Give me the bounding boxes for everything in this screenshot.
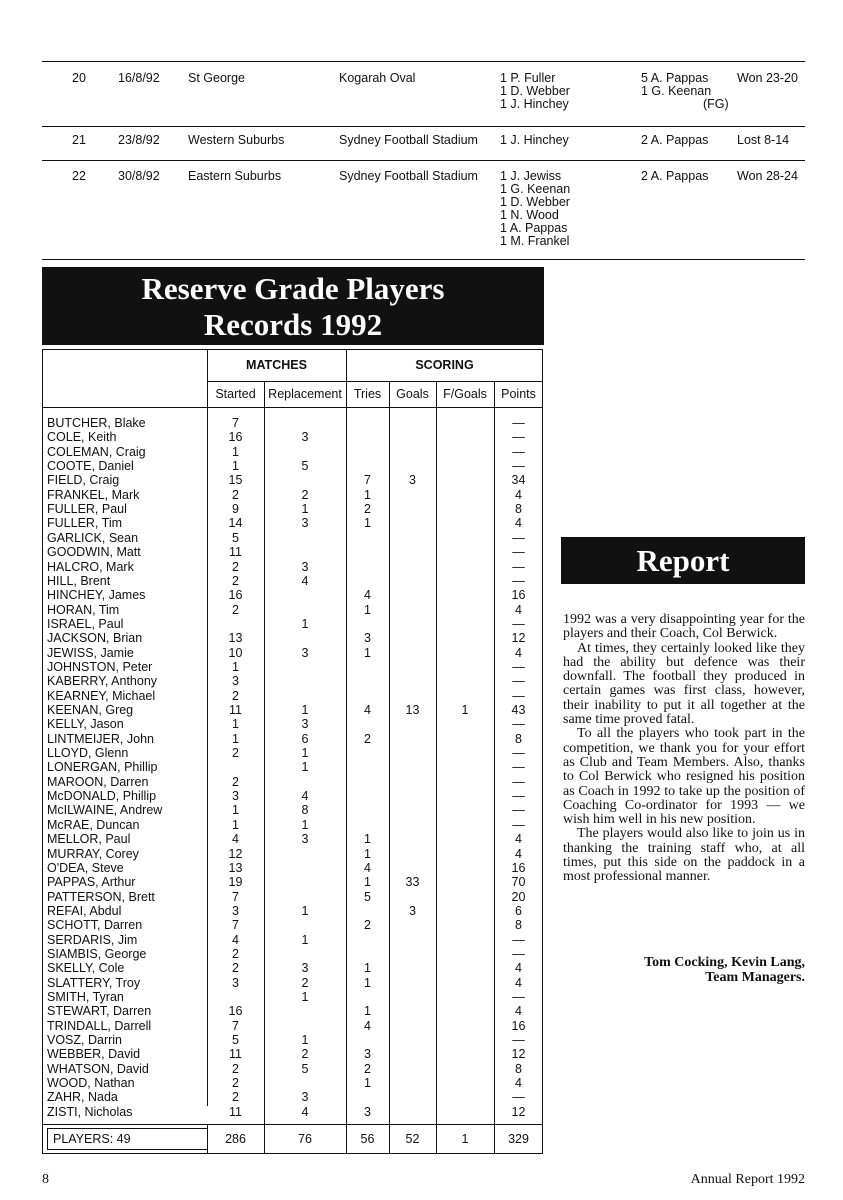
player-points: — (512, 444, 525, 459)
player-tries: 2 (364, 731, 371, 746)
player-started: 1 (232, 659, 239, 674)
player-points: 8 (515, 502, 522, 517)
player-name: SKELLY, Cole (47, 961, 125, 976)
fixture-result: Lost 8-14 (737, 133, 790, 147)
total-started: 286 (225, 1132, 246, 1146)
player-points: — (512, 530, 525, 545)
player-points: 8 (515, 918, 522, 933)
page-number: 8 (42, 1172, 49, 1187)
player-started: 2 (232, 774, 239, 789)
report-body (563, 613, 805, 885)
col-goals-header: Goals (396, 387, 429, 401)
matches-group-header: MATCHES (246, 358, 307, 372)
player-tries: 5 (364, 889, 371, 904)
player-started: 16 (228, 588, 243, 603)
player-points: — (512, 946, 525, 961)
player-tries: 1 (364, 832, 371, 847)
fixture-try-scorer: 1 J. Hinchey (500, 97, 569, 111)
player-points: — (512, 674, 525, 689)
player-name: SIAMBIS, George (47, 946, 147, 961)
player-points: — (512, 1033, 525, 1048)
player-points: — (512, 932, 525, 947)
col-replacement-header: Replacement (268, 387, 342, 401)
player-tries: 2 (364, 502, 371, 517)
player-repl: 1 (301, 817, 309, 832)
fixture-try-scorer: 1 D. Webber (500, 195, 570, 209)
player-name: ISRAEL, Paul (47, 616, 124, 631)
player-tries: 3 (364, 631, 371, 646)
player-started: 5 (232, 530, 239, 545)
player-repl: 1 (301, 990, 309, 1004)
records-table (42, 349, 543, 1154)
fixture-date: 30/8/92 (118, 169, 160, 183)
player-name: McDONALD, Phillip (47, 789, 157, 804)
fixture-round: 20 (72, 71, 86, 85)
player-points: 4 (515, 487, 522, 502)
fixture-goal-scorer: 2 A. Pappas (641, 133, 709, 147)
player-repl: 1 (301, 703, 309, 717)
player-name: JEWISS, Jamie (47, 645, 134, 660)
player-name: JACKSON, Brian (47, 631, 143, 646)
player-name: VOSZ, Darrin (47, 1033, 123, 1048)
fixture-goal-scorer: 5 A. Pappas (641, 71, 709, 85)
player-tries: 1 (364, 645, 371, 660)
player-name: HILL, Brent (47, 573, 111, 588)
player-points: 20 (511, 889, 526, 904)
player-name: COLEMAN, Craig (47, 444, 146, 459)
player-repl: 1 (301, 932, 309, 947)
player-started: 3 (232, 674, 239, 689)
player-started: 7 (232, 918, 239, 933)
player-tries: 4 (364, 1018, 371, 1033)
signature-line1: Tom Cocking, Kevin Lang, (644, 955, 805, 970)
fixture-try-scorer: 1 J. Jewiss (500, 169, 562, 183)
player-started: 2 (232, 1090, 239, 1105)
player-points: — (512, 774, 525, 789)
scoring-group-header: SCORING (415, 358, 474, 372)
player-repl: 1 (301, 616, 309, 631)
player-repl: 3 (301, 645, 309, 660)
fixture-opponent: Western Suburbs (188, 133, 285, 147)
total-tries: 56 (360, 1132, 375, 1146)
player-name: COLE, Keith (47, 430, 117, 445)
player-name: MAROON, Darren (47, 774, 149, 789)
player-points: — (512, 659, 525, 674)
player-started: 2 (232, 1061, 239, 1076)
player-points: 4 (515, 846, 522, 861)
player-points: — (512, 717, 525, 732)
records-title-banner (42, 267, 544, 345)
player-points: 70 (511, 875, 526, 890)
report-paragraph: 1992 was a very disappointing year for the players and their Coach, Col Berwick. (563, 612, 805, 642)
player-name: LINTMEIJER, John (47, 731, 154, 746)
player-name: REFAI, Abdul (47, 903, 122, 918)
player-repl: 4 (301, 1104, 309, 1119)
records-title-line1: Reserve Grade Players (141, 271, 445, 306)
player-repl: 2 (301, 975, 309, 990)
player-repl: 1 (301, 502, 309, 517)
player-name: SCHOTT, Darren (47, 918, 143, 933)
records-title-line2: Records 1992 (203, 307, 383, 342)
player-points: 8 (515, 731, 522, 746)
fixture-opponent: Eastern Suburbs (188, 169, 282, 183)
player-started: 7 (232, 889, 239, 904)
player-repl: 3 (301, 961, 309, 976)
fixture-result: Won 28-24 (737, 169, 798, 183)
player-name: HORAN, Tim (47, 602, 120, 617)
player-points: — (512, 545, 525, 560)
player-started: 2 (232, 688, 239, 703)
player-name: PATTERSON, Brett (47, 889, 155, 904)
player-points: — (512, 789, 525, 804)
fixture-date: 16/8/92 (118, 71, 160, 85)
player-points: 4 (515, 1076, 522, 1091)
player-started: 5 (232, 1033, 239, 1048)
player-points: 34 (511, 473, 526, 488)
player-repl: 5 (301, 1061, 309, 1076)
player-points: — (512, 760, 525, 775)
signature-line2: Team Managers. (705, 970, 805, 985)
player-started: 12 (228, 846, 243, 861)
player-started: 4 (232, 932, 239, 947)
player-repl: 4 (301, 573, 309, 588)
player-started: 13 (228, 860, 243, 875)
totals-label: PLAYERS: 49 (53, 1132, 131, 1146)
player-started: 7 (232, 416, 239, 430)
player-started: 1 (232, 803, 239, 818)
player-name: KEENAN, Greg (47, 703, 134, 717)
player-points: 8 (515, 1061, 522, 1076)
player-name: GOODWIN, Matt (47, 545, 141, 560)
player-points: 4 (515, 516, 522, 531)
col-tries-header: Tries (353, 387, 382, 401)
player-started: 1 (232, 717, 239, 732)
player-started: 10 (228, 645, 243, 660)
col-points-header: Points (501, 387, 536, 401)
player-name: PAPPAS, Arthur (47, 875, 136, 890)
report-paragraph: The players would also like to join us in thanking the training staff who, at all times, put this side on the paddock in a most professional manner. (563, 826, 805, 885)
fixture-date: 23/8/92 (118, 133, 160, 147)
fixture-try-scorer: 1 M. Frankel (500, 234, 570, 248)
fixture-round: 21 (72, 133, 86, 147)
player-started: 16 (228, 430, 243, 445)
player-tries: 1 (364, 846, 371, 861)
player-started: 11 (229, 1104, 242, 1119)
fixture-try-scorer: 1 J. Hinchey (500, 133, 569, 147)
player-tries: 1 (364, 602, 371, 617)
player-name: SMITH, Tyran (47, 990, 124, 1004)
player-started: 11 (229, 545, 242, 560)
player-points: 12 (511, 631, 526, 646)
player-name: TRINDALL, Darrell (47, 1018, 152, 1033)
player-name: LLOYD, Glenn (47, 746, 129, 761)
player-points: 16 (511, 588, 526, 603)
player-points: — (512, 416, 525, 430)
player-name: SLATTERY, Troy (47, 975, 141, 990)
fixture-venue: Sydney Football Stadium (339, 169, 478, 183)
player-name: LONERGAN, Phillip (47, 760, 158, 775)
fixture-try-scorer: 1 A. Pappas (500, 221, 568, 235)
player-goals: 13 (405, 703, 420, 717)
player-started: 2 (232, 573, 239, 588)
player-tries: 3 (364, 1047, 371, 1062)
player-points: 4 (515, 602, 522, 617)
player-repl: 3 (301, 559, 309, 574)
player-started: 19 (228, 875, 243, 890)
player-started: 2 (232, 559, 239, 574)
total-goals: 52 (405, 1132, 420, 1146)
player-name: FRANKEL, Mark (47, 487, 140, 502)
player-name: FULLER, Tim (47, 516, 123, 531)
player-name: FIELD, Craig (47, 473, 120, 488)
fixture-try-scorer: 1 N. Wood (500, 208, 559, 222)
player-goals: 33 (405, 875, 420, 890)
player-name: MELLOR, Paul (47, 832, 131, 847)
report-paragraph: At times, they certainly looked like they had the ability but defence was their downfall. The football they produced in certain games was first class, however, their inability to put it all together at the same time proved fatal. (563, 640, 805, 728)
player-tries: 7 (364, 473, 371, 488)
player-name: ZISTI, Nicholas (47, 1104, 133, 1119)
player-name: MURRAY, Corey (47, 846, 139, 861)
player-name: McILWAINE, Andrew (47, 803, 163, 818)
player-repl: 1 (301, 746, 309, 761)
publication-name: Annual Report 1992 (690, 1172, 805, 1187)
player-tries: 2 (364, 918, 371, 933)
total-points: 329 (508, 1132, 529, 1146)
player-repl: 2 (301, 487, 309, 502)
fixture-round: 22 (72, 169, 86, 183)
report-paragraph: To all the players who took part in the competition, we thank you for your effort as Club and Team Members. Also, thanks to Col Berwick who resigned his position as Coach in 1992 to take up the position of Coaching Co-ordinator for 1993 — we wish him well in his new position. (563, 726, 805, 828)
player-started: 3 (232, 789, 239, 804)
player-fg: 1 (461, 703, 469, 717)
player-points: 43 (511, 703, 526, 717)
player-points: — (512, 573, 525, 588)
player-repl: 3 (301, 430, 309, 445)
player-repl: 3 (301, 516, 309, 531)
player-tries: 4 (364, 588, 371, 603)
player-name: JOHNSTON, Peter (47, 659, 153, 674)
player-tries: 1 (364, 1076, 371, 1091)
player-started: 2 (232, 1076, 239, 1091)
player-repl: 3 (301, 832, 309, 847)
fixture-venue: Sydney Football Stadium (339, 133, 478, 147)
player-name: GARLICK, Sean (47, 530, 139, 545)
player-tries: 1 (364, 516, 371, 531)
player-points: 16 (511, 860, 526, 875)
fixture-goal-scorer: 1 G. Keenan (641, 84, 712, 98)
player-started: 11 (229, 1047, 242, 1062)
player-started: 1 (232, 444, 239, 459)
player-points: 16 (511, 1018, 526, 1033)
player-points: 4 (515, 961, 522, 976)
total-replacement: 76 (298, 1132, 312, 1146)
player-tries: 4 (364, 703, 371, 717)
player-started: 3 (232, 903, 239, 918)
player-repl: 3 (301, 717, 309, 732)
player-points: 4 (515, 645, 522, 660)
player-repl: 6 (301, 731, 309, 746)
fixture-rule (42, 259, 805, 260)
player-points: 6 (515, 903, 522, 918)
player-started: 2 (232, 746, 239, 761)
fixture-goal-scorer: 2 A. Pappas (641, 169, 709, 183)
player-started: 13 (228, 631, 243, 646)
player-repl: 1 (301, 1033, 309, 1048)
player-name: HALCRO, Mark (47, 559, 134, 574)
fixture-goal-scorer: (FG) (703, 97, 729, 111)
player-started: 2 (232, 487, 239, 502)
player-started: 3 (232, 975, 239, 990)
player-tries: 1 (364, 487, 371, 502)
fixtures-top-rule (42, 61, 805, 62)
player-name: BUTCHER, Blake (47, 416, 146, 430)
player-started: 4 (232, 832, 239, 847)
player-started: 16 (228, 1004, 243, 1019)
player-points: — (512, 559, 525, 574)
player-repl: 5 (301, 459, 309, 474)
player-repl: 3 (301, 1090, 309, 1105)
player-repl: 1 (301, 760, 309, 775)
fixture-try-scorer: 1 P. Fuller (500, 71, 556, 85)
player-tries: 1 (364, 875, 371, 890)
col-fgoals-header: F/Goals (443, 387, 487, 401)
player-points: 4 (515, 1004, 522, 1019)
report-signature (644, 955, 805, 985)
fixture-result: Won 23-20 (737, 71, 798, 85)
player-name: WEBBER, David (47, 1047, 141, 1062)
player-started: 2 (232, 946, 239, 961)
player-name: WOOD, Nathan (47, 1076, 135, 1091)
player-points: — (512, 430, 525, 445)
fixture-opponent: St George (188, 71, 245, 85)
player-points: 4 (515, 975, 522, 990)
fixture-try-scorer: 1 D. Webber (500, 84, 570, 98)
player-name: SERDARIS, Jim (47, 932, 138, 947)
fixture-rule (42, 160, 805, 161)
player-started: 15 (228, 473, 243, 488)
player-repl: 4 (301, 789, 309, 804)
player-points: — (512, 616, 525, 631)
player-goals: 3 (409, 903, 416, 918)
player-started: 7 (232, 1018, 239, 1033)
player-started: 1 (232, 817, 239, 832)
player-tries: 2 (364, 1061, 371, 1076)
player-name: COOTE, Daniel (47, 459, 134, 474)
player-repl: 1 (301, 903, 309, 918)
player-name: KEARNEY, Michael (47, 688, 156, 703)
report-heading: Report (561, 537, 805, 584)
player-started: 2 (232, 602, 239, 617)
player-repl: 8 (301, 803, 309, 818)
player-points: — (512, 803, 525, 818)
player-started: 1 (232, 459, 239, 474)
player-name: FULLER, Paul (47, 502, 127, 517)
player-name: McRAE, Duncan (47, 817, 140, 832)
player-points: — (512, 1090, 525, 1105)
player-started: 11 (229, 703, 242, 717)
player-name: KABERRY, Anthony (47, 674, 158, 689)
player-points: — (512, 746, 525, 761)
player-points: — (512, 688, 525, 703)
player-tries: 4 (364, 860, 371, 875)
player-started: 2 (232, 961, 239, 976)
player-name: KELLY, Jason (47, 717, 124, 732)
player-points: 12 (511, 1104, 526, 1119)
player-name: WHATSON, David (47, 1061, 149, 1076)
player-name: HINCHEY, James (47, 588, 146, 603)
player-points: — (512, 459, 525, 474)
player-started: 1 (232, 731, 239, 746)
player-name: O'DEA, Steve (47, 860, 124, 875)
player-tries: 1 (364, 961, 371, 976)
player-name: ZAHR, Nada (47, 1090, 118, 1105)
total-fgoals: 1 (461, 1132, 469, 1146)
player-points: 12 (511, 1047, 526, 1062)
player-tries: 1 (364, 1004, 371, 1019)
player-repl: 2 (301, 1047, 309, 1062)
player-points: — (512, 817, 525, 832)
player-started: 14 (228, 516, 243, 531)
player-points: 4 (515, 832, 522, 847)
col-started-header: Started (215, 387, 256, 401)
fixture-try-scorer: 1 G. Keenan (500, 182, 571, 196)
player-tries: 1 (364, 975, 371, 990)
player-tries: 3 (364, 1104, 371, 1119)
fixture-venue: Kogarah Oval (339, 71, 416, 85)
fixture-rule (42, 126, 805, 127)
player-started: 9 (232, 502, 239, 517)
player-points: — (512, 990, 525, 1004)
player-name: STEWART, Darren (47, 1004, 152, 1019)
player-goals: 3 (409, 473, 416, 488)
